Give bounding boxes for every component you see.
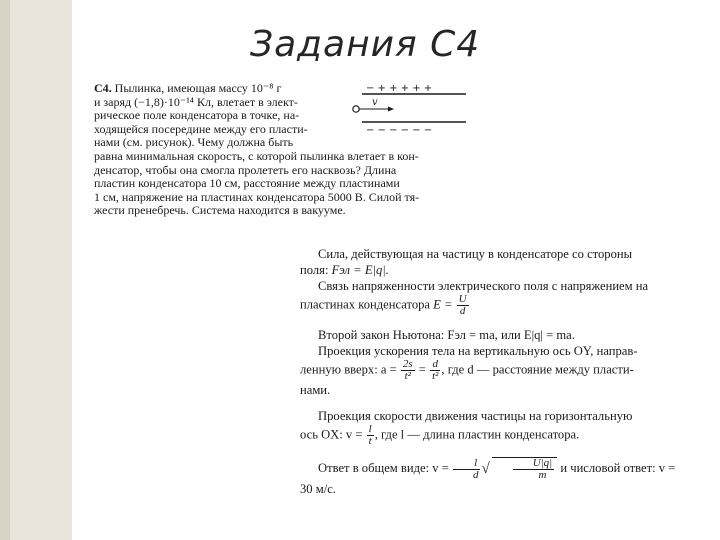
- sqrt-icon: √: [481, 461, 490, 477]
- problem-line-3: рическое поле конденсатора в точке, на-: [94, 108, 300, 123]
- field-fraction-denominator: d: [459, 305, 466, 317]
- solution-force-formula-line: [300, 262, 684, 278]
- accel-equals: =: [418, 362, 426, 377]
- velocity-label: v: [372, 97, 378, 108]
- solution-accel-line: Проекция ускорения тела на вертикальную ось OY, направ-: [318, 344, 638, 358]
- answer-suffix: и числовой ответ: v = 30 м/с.: [300, 460, 676, 496]
- velocity-fraction-numerator: l: [368, 423, 372, 435]
- problem-text: Пылинка, имеющая массу 10⁻⁸ г: [114, 81, 282, 95]
- solution-force-prefix: поля:: [300, 263, 332, 277]
- accel-fraction-1-denominator: t²: [404, 370, 411, 382]
- top-plate-charges: − + + + + +: [366, 83, 433, 94]
- solution-newton-line: Второй закон Ньютона: Fэл = ma, или E|q| = ma.: [318, 328, 575, 342]
- capacitor-diagram: [348, 82, 470, 138]
- velocity-arrowhead: [388, 107, 394, 112]
- spacer: [300, 447, 684, 457]
- answer-root: [492, 457, 558, 481]
- slide-title: Задания С4: [250, 24, 481, 65]
- force-formula: Fэл = E|q|.: [331, 263, 389, 277]
- solution-block: [300, 246, 684, 497]
- answer-root-fraction: [513, 458, 555, 481]
- problem-line-1: [94, 82, 336, 96]
- solution-velocity-suffix: , где l — длина пластин конденсатора.: [374, 427, 580, 442]
- velocity-fraction: [367, 424, 374, 447]
- accel-fraction-2-numerator: d: [430, 359, 440, 371]
- accel-fraction-2-denominator: t²: [432, 370, 439, 382]
- solution-answer-line: [300, 457, 684, 497]
- accel-fraction-1: [401, 359, 415, 382]
- answer-prefix: Ответ в общем виде: v =: [318, 460, 449, 475]
- answer-root-numerator: U|q|: [513, 458, 555, 470]
- problem-line-6: равна минимальная скорость, с которой пылинка влетает в кон-: [94, 148, 419, 163]
- field-fraction: [457, 294, 469, 317]
- solution-accel-suffix: , где d — расстояние между пласти-: [441, 362, 634, 377]
- particle: [353, 106, 359, 112]
- problem-line-5: нами (см. рисунок). Чему должна быть: [94, 135, 294, 150]
- bottom-plate-charges: − − − − − −: [366, 125, 433, 136]
- solution-accel-end-line: нами.: [300, 383, 331, 397]
- field-formula-lhs: E =: [433, 297, 453, 312]
- solution-accel-prefix: ленную вверх: a =: [300, 362, 397, 377]
- accel-fraction-1-numerator: 2s: [402, 358, 413, 370]
- problem-line-9: 1 см, напряжение на пластинах конденсатора 5000 В. Силой тя-: [94, 189, 420, 204]
- side-decor-stripe: [0, 0, 10, 540]
- problem-line-8: пластин конденсатора 10 см, расстояние между пластинами: [94, 176, 400, 191]
- field-fraction-numerator: U: [458, 293, 467, 305]
- problem-line-10: жести пренебречь. Система находится в вакууме.: [94, 203, 346, 218]
- solution-field-prefix: пластинах конденсатора: [300, 297, 434, 312]
- accel-fraction-2: [430, 359, 440, 382]
- answer-root-denominator: m: [538, 469, 547, 481]
- solution-field-formula-line: [300, 294, 684, 317]
- solution-velocity-prefix: ось OX: v =: [300, 427, 363, 442]
- velocity-fraction-denominator: t: [368, 435, 372, 447]
- problem-line-2: и заряд (−1,8)·10⁻¹⁴ Кл, влетает в элект-: [94, 94, 298, 109]
- problem-line-7: денсатор, чтобы она смогла пролететь его насквозь? Длина: [94, 162, 397, 177]
- solution-field-line: Связь напряженности электрического поля с напряжением на: [318, 279, 649, 293]
- side-decor-band: [0, 0, 72, 540]
- answer-fraction-numerator: l: [453, 458, 481, 470]
- problem-label: С4.: [94, 81, 112, 95]
- solution-accel-formula-line: [300, 359, 684, 382]
- answer-fraction: [453, 458, 481, 481]
- solution-velocity-line: Проекция скорости движения частицы на горизонтальную: [318, 409, 633, 423]
- problem-line-4: ходящейся посередине между его пласти-: [94, 121, 308, 136]
- answer-fraction-denominator: d: [472, 468, 479, 481]
- spacer: [300, 398, 684, 408]
- spacer: [300, 317, 684, 327]
- solution-velocity-formula-line: [300, 424, 684, 447]
- solution-force-line: Сила, действующая на частицу в конденсаторе со стороны: [318, 247, 633, 261]
